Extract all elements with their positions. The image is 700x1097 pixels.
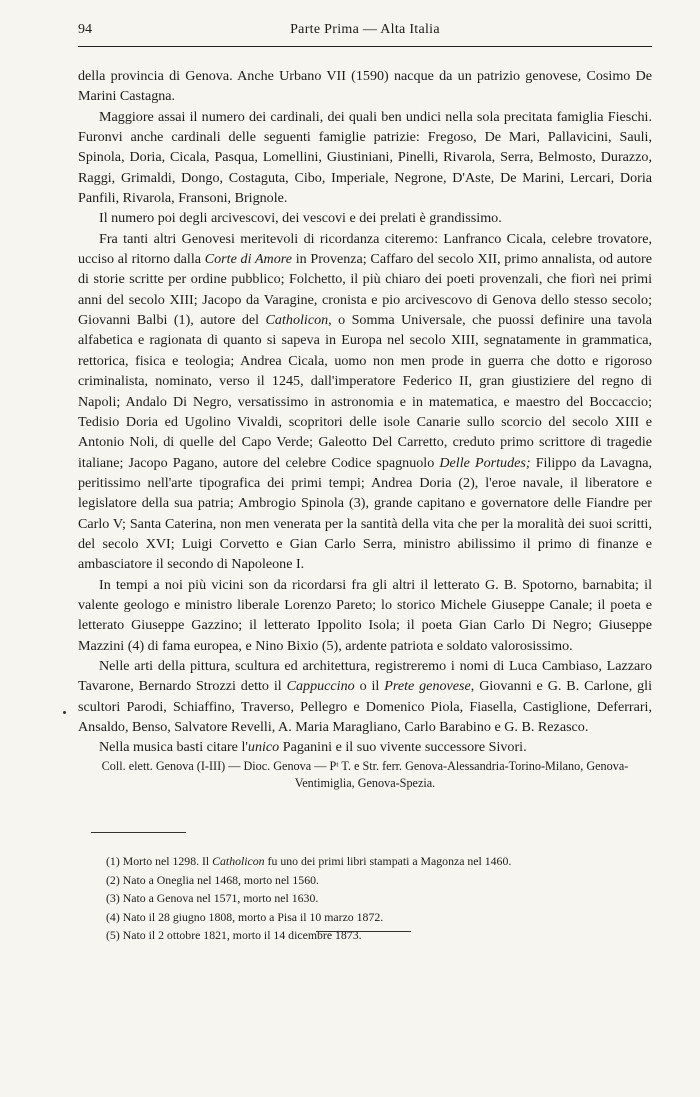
text-run: fu uno dei primi libri stampati a Magonza nel 1460. [264, 854, 512, 868]
italic-text: Catholicon [212, 854, 265, 868]
text-run: (2) Nato a Oneglia nel 1468, morto nel 1560. [106, 872, 319, 887]
page-header [78, 20, 652, 44]
footnote [106, 871, 666, 890]
italic-text: Corte di Amore [204, 251, 292, 268]
paragraph [78, 208, 652, 228]
text-run: Paganini e il suo vivente successore Sivori. [279, 739, 527, 756]
footnote [106, 889, 666, 908]
text-run: in Provenza; Caffaro del secolo XII, primo annalista, od autore di storie scritte per ordine pubblico; Folchetto, il più chiaro dei poeti provenzali, che fiorì nei primi anni del secolo XIII; Jacopo da Varagine, cronista e pio arcivescovo di Genova dello stesso secolo; Giovanni Balbi (1), autore del [78, 251, 652, 329]
text-run: Il numero poi degli arcivescovi, dei vescovi e dei prelati è grandissimo. [99, 210, 502, 227]
text-run: (4) Nato il 28 giugno 1808, morto a Pisa il 10 marzo 1872. [106, 909, 384, 924]
text-run: Nella musica basti citare l' [99, 739, 248, 756]
text-run: Nelle arti della pittura, scultura ed architettura, registreremo i nomi di Luca Cambiaso, Lazzaro Tavarone, Bernardo Strozzi detto il [78, 657, 652, 695]
paragraph-list [78, 66, 652, 758]
footnote [106, 852, 666, 871]
footnote [106, 926, 666, 945]
body-text [78, 66, 652, 792]
footnote-rule [91, 832, 186, 833]
paragraph [78, 66, 652, 107]
paragraph [78, 107, 652, 209]
italic-text: unico [247, 739, 280, 756]
text-run: In tempi a noi più vicini son da ricordarsi fra gli altri il letterato G. B. Spotorno, barnabita; il valente geologo e ministro liberale Lorenzo Pareto; lo storico Michele Giuseppe Canale; il poeta e letterato Giuseppe Gazzino; il letterato Ippolito Isola; il poeta Gian Carlo Di Negro; Giuseppe Mazzini (4) di fama europea, e Nino Bixio (5), ardente patriota e soldato valorosissimo. [78, 576, 652, 654]
italic-text: Delle Portudes; [439, 454, 531, 471]
italic-text: Cappuccino [286, 678, 355, 695]
text-run: (1) Morto nel 1298. Il [106, 854, 213, 868]
paragraph [78, 737, 652, 757]
text-run: , Giovanni e G. B. Carlone, gli scultori Parodi, Schiaffino, Traverso, Pellegro e Domenico Piola, Fiasella, Castiglione, Deferrari, Ansaldo, Benso, Salvatore Revelli, A. Maria Maragliano, Carlo Barabino e G. B. Rezasco. [78, 678, 653, 735]
margin-mark [63, 711, 66, 714]
text-run: della provincia di Genova. Anche Urbano VII (1590) nacque da un patrizio genovese, Cosimo De Marini Castagna. [78, 68, 652, 105]
text-run: Maggiore assai il numero dei cardinali, dei quali ben undici nella sola precitata famiglia Fieschi. Furonvi anche cardinali delle seguenti famiglie patrizie: Fregoso, De Mari, Pallavicini, Sauli, Spinola, Doria, Cicala, Pasqua, Lomellini, Giustiniani, Pinelli, Rivarola, Serra, Belmosto, Durazzo, Raggi, Grimaldi, Dongo, Costaguta, Cibo, Imperiale, Negrone, D'Aste, De Marini, Lercari, Doria Panfili, Rivarola, Fransoni, Brignole. [78, 108, 652, 207]
page-number: 94 [78, 22, 92, 37]
paragraph [78, 656, 652, 737]
text-run: (3) Nato a Genova nel 1571, morto nel 1630. [106, 891, 319, 906]
text-run: , o Somma Universale, che puossi definire una tavola alfabetica e ragionata di quanto si sapeva in Europa nel secolo XIII, segnatamente in grammatica, rettorica, fisica e teologia; Andrea Cicala, uomo non men prode in guerra che dotto e rigoroso criminalista, nominato, verso il 1245, dall'imperatore Federico II, gran giustiziere del regno di Napoli; Andalo Di Negro, versatissimo in astronomia e in matematica, e maestro del Boccaccio; Tedisio Doria ed Ugolino Vivaldi, scopritori delle isole Canarie sullo scorcio del secolo XIII e Antonio Noli, di quelle del Capo Verde; Galeotto Del Carretto, creduto primo scrittore di tragedie italiane; Jacopo Pagano, autore del celebre Codice spagnuolo [78, 312, 652, 471]
end-rule [316, 931, 411, 932]
paragraph [78, 229, 652, 575]
text-run: (5) Nato il 2 ottobre 1821, morto il 14 dicembre 1873. [106, 928, 362, 943]
text-run: Fra tanti altri Genovesi meritevoli di ricordanza citeremo: Lanfranco Cicala, celebre trovatore, ucciso al ritorno dalla [78, 230, 652, 268]
text-run: Filippo da Lavagna, peritissimo nell'arte tipografica dei primi tempi; Andrea Doria (2), l'eroe navale, il liberatore e legislatore della sua patria; Ambrogio Spinola (3), grande capitano e governatore delle Fiandre per Carlo V; Santa Caterina, non men venerata per la santità della vita che per la moralità dei suoi scritti, del secolo XVI; Luigi Corvetto e Gian Carlo Serra, ministro abilissimo il primo di finanze e ambasciatore il secondo di Napoleone I. [78, 454, 652, 573]
footnote [106, 908, 666, 927]
paragraph [78, 575, 652, 656]
running-head: Parte Prima — Alta Italia [290, 22, 440, 37]
italic-text: Prete genovese [384, 678, 471, 695]
italic-text: Catholicon [265, 312, 329, 329]
header-rule [78, 46, 652, 47]
diocese-line: Coll. elett. Genova (I-III) — Dioc. Genova — Pᵗ T. e Str. ferr. Genova-Alessandria-Torino-Milano, Genova-Ventimiglia, Genova-Spezia. [101, 758, 629, 790]
text-run: o il [354, 678, 385, 695]
